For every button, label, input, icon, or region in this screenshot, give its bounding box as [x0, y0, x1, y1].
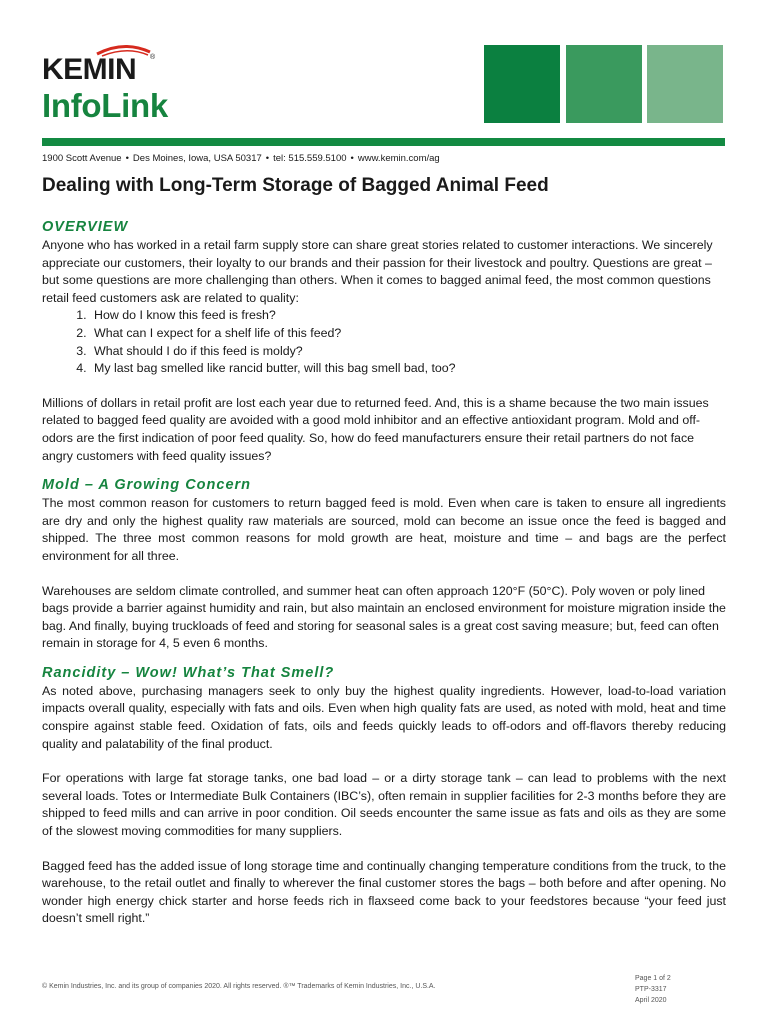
- mold-heading: Mold – A Growing Concern: [42, 477, 252, 494]
- rancidity-paragraph-2: For operations with large fat storage tanks, one bad load – or a dirty storage tank – can lead to problems with the next several loads. Totes or Intermediate Bulk Containers (IBC’s), often remain in supplier facilities for 2-3 months before they are shipped to feed mills and can arrive in poor condition. Oil seeds encounter the same issue as fats and oils as they are some of the slowest moving commodities for many suppliers.: [42, 771, 726, 839]
- address-phone: tel: 515.559.5100: [273, 153, 347, 164]
- overview-paragraph-2: Millions of dollars in retail profit are lost each year due to returned feed. And, this is a shame because the two main issues related to bagged feed quality are avoided with a good mold inhibitor and an effective antioxidant program. Mold and off-odors are the first indication of poor feed quality. So, how do feed manufacturers ensure their retail partners do not face angry customers with feed quality issues?: [42, 395, 709, 463]
- overview-intro: Anyone who has worked in a retail farm supply store can share great stories related to customer interactions. We sincerely appreciate our customers, their loyalty to our brands and their passion for their livestock and poultry. Questions are great – but some questions are more challenging than others. When it comes to bagged animal feed, the most common questions retail feed customers ask are related to quality:: [42, 238, 713, 305]
- separator: •: [125, 153, 129, 164]
- logo-trademark: ®: [150, 54, 156, 61]
- separator: •: [265, 153, 270, 164]
- address-website[interactable]: www.kemin.com/ag: [357, 153, 440, 164]
- rancidity-heading: Rancidity – Wow! What’s That Smell?: [42, 664, 335, 681]
- green-square-light: [647, 45, 723, 123]
- copyright-notice: © Kemin Industries, Inc. and its group of companies 2020. All rights reserved. ®™ Trademarks of Kemin Industries, Inc., U.S.A.: [42, 983, 436, 990]
- question-item: 3. What should I do if this feed is moldy?: [90, 343, 726, 361]
- mold-paragraph-1: The most common reason for customers to return bagged feed is mold. Even when care is taken to ensure all ingredients are dry and only the highest quality raw materials are sourced, mold can become an issue once the feed is bagged and shipped. The three most common reasons for mold growth are heat, moisture and time – and bags are the perfect environment for all three.: [42, 496, 726, 563]
- green-square-mid: [566, 45, 642, 123]
- page-number: Page 1 of 2: [635, 975, 671, 982]
- question-list: [42, 307, 726, 377]
- document-code: PTP-3317: [635, 986, 667, 993]
- page-title: Dealing with Long-Term Storage of Bagged Animal Feed: [42, 175, 549, 196]
- kemin-logo: [42, 42, 162, 90]
- address-line: [42, 153, 440, 164]
- question-item: 4. My last bag smelled like rancid butter, will this bag smell bad, too?: [90, 360, 726, 378]
- document-date: April 2020: [635, 997, 667, 1004]
- page-info: [635, 973, 671, 1006]
- question-item: 2. What can I expect for a shelf life of this feed?: [90, 325, 726, 343]
- product-name: InfoLink: [42, 87, 168, 124]
- rancidity-paragraph-1: As noted above, purchasing managers seek to only buy the highest quality ingredients. However, load-to-load variation impacts overall quality, especially with fats and oils. Even when high quality fats are used, as noted with mold, heat and time conspire against stable feed. Oxidation of fats, oils and feeds quickly leads to off-odors and off-flavors thereby reducing quality and palatability of the final product.: [42, 683, 726, 751]
- address-city: Des Moines, Iowa, USA 50317: [132, 153, 262, 164]
- mold-paragraph-2: Warehouses are seldom climate controlled, and summer heat can often approach 120°F (50°C). Poly woven or poly lined bags provide a barrier against humidity and rain, but also maintain an enclosed environment for moisture migration inside the bag. And finally, buying truckloads of feed and storing for seasonal sales is a great cost saving measure; but, feed can often remain in storage for 4, 5 even 6 months.: [42, 583, 726, 651]
- header-divider: [42, 138, 725, 146]
- rancidity-paragraph-3: Bagged feed has the added issue of long storage time and continually changing temperature conditions from the truck, to the warehouse, to the retail outlet and finally to wherever the final customer stores the bags – both before and after opening. No wonder high energy chick starter and horse feeds rich in flaxseed come back to your feedstores because “your feed just doesn’t smell right.”: [42, 858, 726, 926]
- green-square-dark: [484, 45, 560, 123]
- address-street: 1900 Scott Avenue: [42, 153, 122, 164]
- question-item: 1. How do I know this feed is fresh?: [90, 307, 726, 325]
- logo-text: KEMIN: [42, 53, 137, 86]
- overview-heading: OVERVIEW: [42, 219, 129, 235]
- separator: •: [350, 153, 354, 164]
- document-body: [42, 217, 726, 928]
